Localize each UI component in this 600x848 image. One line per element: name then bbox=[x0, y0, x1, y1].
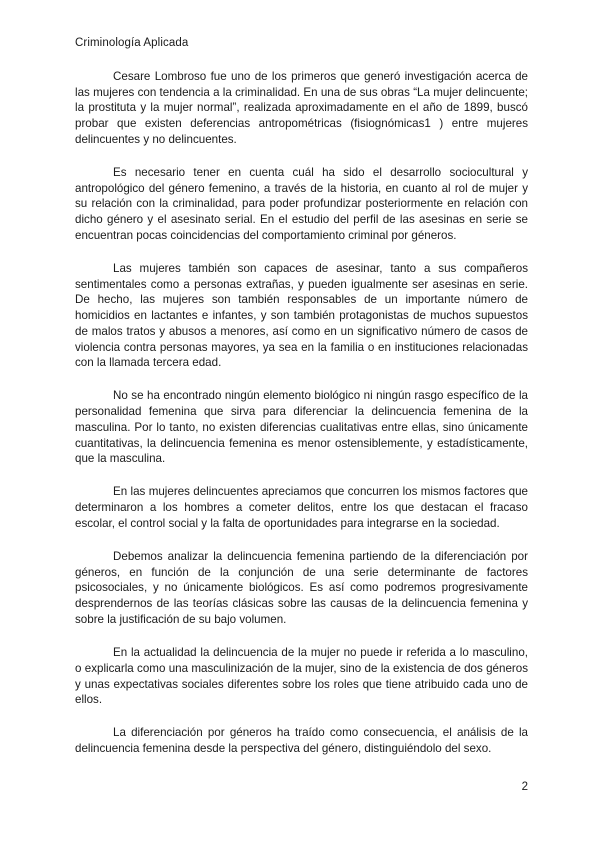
paragraph: La diferenciación por géneros ha traído como consecuencia, el análisis de la delincuencia femenina desde la perspectiva del género, distinguiéndolo del sexo. bbox=[75, 726, 528, 756]
paragraph: En la actualidad la delincuencia de la mujer no puede ir referida a lo masculino, o explicarla como una masculinización de la mujer, sino de la existencia de dos géneros y unas expectativas sociales diferentes sobre los roles que tiene atribuido cada uno de ellos. bbox=[75, 646, 528, 707]
page-number: 2 bbox=[521, 781, 528, 793]
paragraph: En las mujeres delincuentes apreciamos que concurren los mismos factores que determinaron a los hombres a cometer delitos, entre los que destacan el fracaso escolar, el control social y la falta de oportunidades para integrarse en la sociedad. bbox=[75, 485, 528, 530]
running-header: Criminología Aplicada bbox=[75, 37, 189, 49]
paragraph: Es necesario tener en cuenta cuál ha sido el desarrollo sociocultural y antropológico del género femenino, a través de la historia, en cuanto al rol de mujer y su relación con la criminalidad, para poder profundizar posteriormente en relación con dicho género y el asesinato serial. En el estudio del perfil de las asesinas en serie se encuentran pocas coincidencias del comportamiento criminal por géneros. bbox=[75, 166, 528, 242]
paragraph: Las mujeres también son capaces de asesinar, tanto a sus compañeros sentimentales como a personas extrañas, y pueden igualmente ser asesinas en serie. De hecho, las mujeres son también responsables de un importante número de homicidios en lactantes e infantes, y son también protagonistas de muchos supuestos de malos tratos y abusos a menores, así como en un significativo número de casos de violencia contra personas mayores, ya sea en la familia o en instituciones relacionadas con la llamada tercera edad. bbox=[75, 262, 528, 370]
paragraph: No se ha encontrado ningún elemento biológico ni ningún rasgo específico de la personalidad femenina que sirva para diferenciar la delincuencia femenina de la masculina. Por lo tanto, no existen diferencias cualitativas entre ellas, sino únicamente cuantitativas, la delincuencia femenina es menor ostensiblemente, y estadísticamente, que la masculina. bbox=[75, 389, 528, 466]
paragraph: Debemos analizar la delincuencia femenina partiendo de la diferenciación por géneros, en función de la conjunción de una serie determinante de factores psicosociales, y no únicamente biológicos. Es así como podremos progresivamente desprendernos de las teorías clásicas sobre las causas de la delincuencia femenina y sobre la justificación de su bajo volumen. bbox=[75, 550, 528, 626]
body-text bbox=[75, 69, 528, 774]
paragraph: Cesare Lombroso fue uno de los primeros que generó investigación acerca de las mujeres con tendencia a la criminalidad. En una de sus obras “La mujer delincuente; la prostituta y la mujer normal”, realizada aproximadamente en el año de 1899, buscó probar que existen deferencias antropométricas (fisiognómicas1 ) entre mujeres delincuentes y no delincuentes. bbox=[75, 70, 528, 146]
